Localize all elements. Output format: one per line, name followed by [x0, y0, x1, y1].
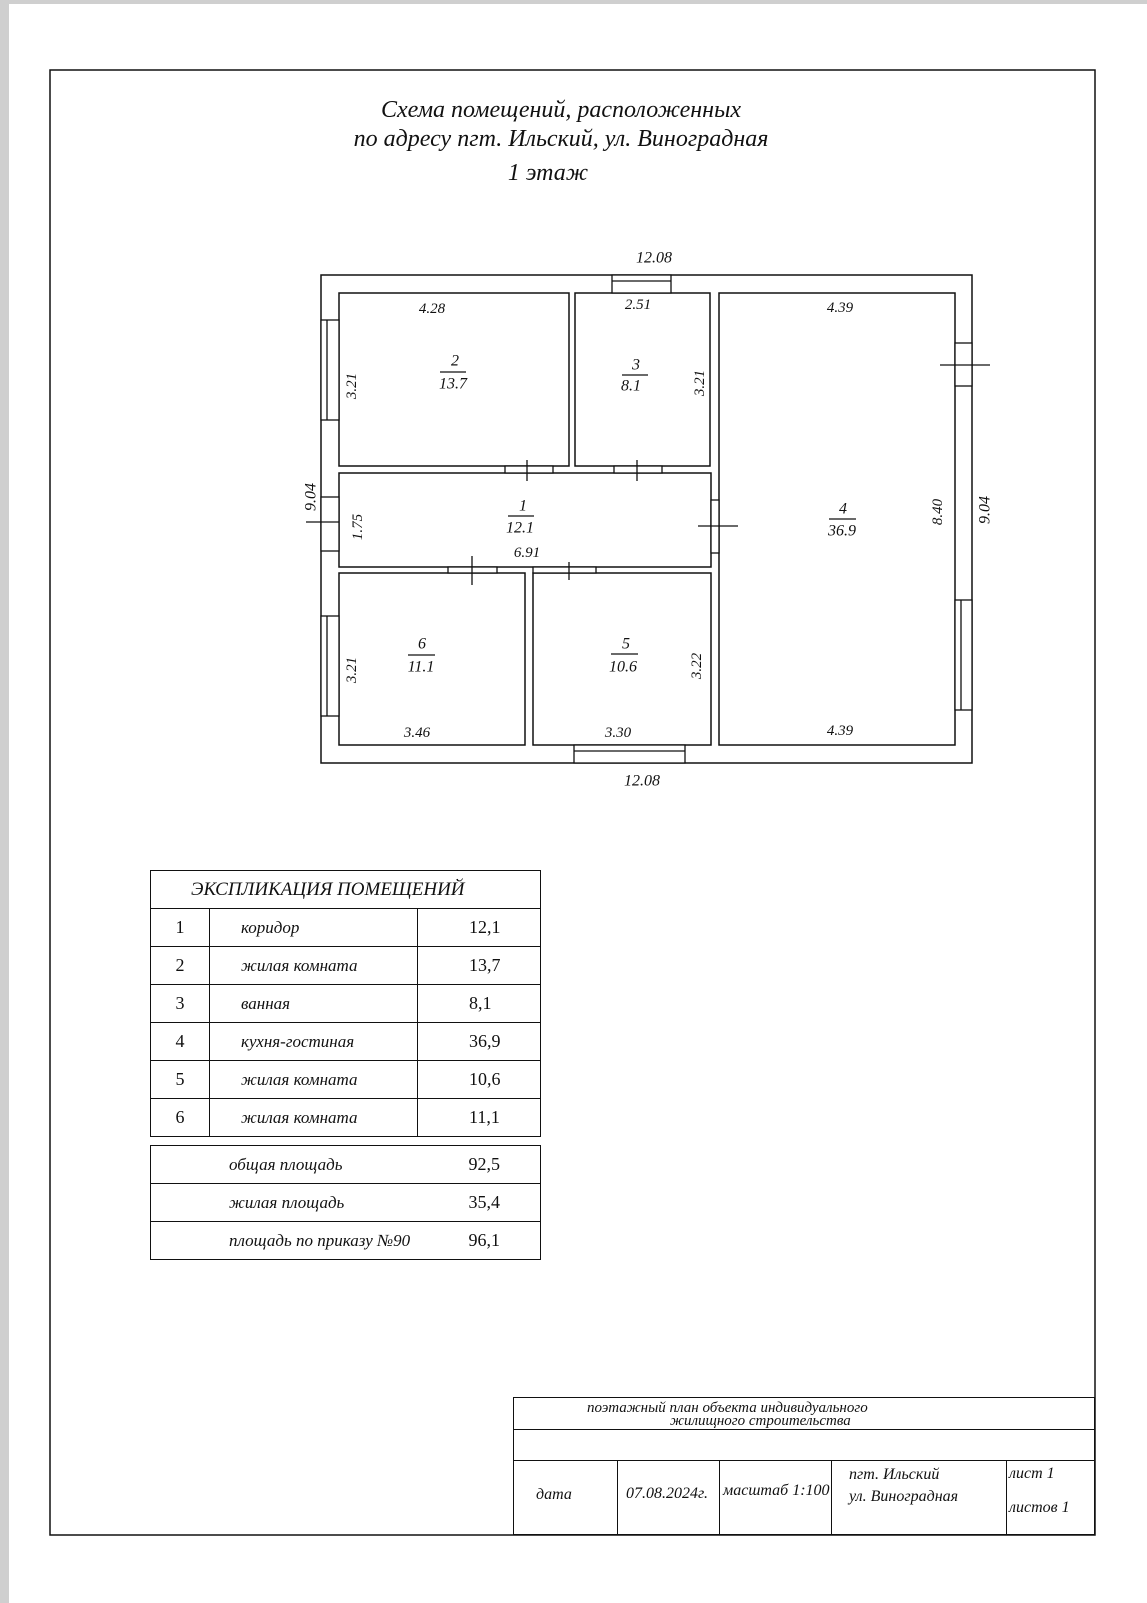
explication-title: ЭКСПЛИКАЦИЯ ПОМЕЩЕНИЙ — [151, 871, 541, 909]
window-frame — [321, 320, 339, 420]
room-area-cell: 8,1 — [418, 985, 541, 1023]
door-opening — [614, 466, 662, 473]
date-value: 07.08.2024г. — [626, 1485, 709, 1502]
room-name-cell: жилая комната — [210, 947, 418, 985]
room-area-cell: 36,9 — [418, 1023, 541, 1061]
area-totals-table — [150, 1145, 541, 1260]
door-opening — [505, 466, 553, 473]
room-4-width-bottom-label: 4.39 — [826, 723, 854, 739]
room-area: 8.1 — [621, 377, 641, 395]
room-number: 1 — [519, 497, 527, 515]
address-line-2: ул. Виноградная — [849, 1488, 959, 1505]
total-row — [151, 1184, 541, 1222]
door-opening — [321, 497, 339, 551]
room-5-label — [609, 636, 638, 676]
date-label: дата — [536, 1486, 572, 1503]
door-opening — [533, 567, 596, 573]
title-block — [513, 1397, 1095, 1535]
window-room-2 — [321, 320, 339, 420]
window-room-6 — [321, 616, 339, 716]
room-number-cell: 3 — [151, 985, 210, 1023]
title-block-divider — [719, 1460, 720, 1534]
title-block-divider — [831, 1460, 832, 1534]
room-1-depth-label: 1.75 — [350, 513, 366, 541]
room-area: 36.9 — [828, 522, 856, 540]
explication-row — [151, 909, 541, 947]
entrance-door-right — [940, 343, 990, 386]
explication-table — [150, 870, 541, 1137]
total-row — [151, 1222, 541, 1260]
room-number-cell: 1 — [151, 909, 210, 947]
total-value: 92,5 — [418, 1146, 541, 1184]
door-corridor-room-6 — [448, 556, 497, 585]
room-area-cell: 13,7 — [418, 947, 541, 985]
room-5-depth-label: 3.22 — [689, 652, 705, 680]
room-number: 3 — [632, 356, 640, 374]
outer-wall — [321, 275, 972, 763]
explication-row — [151, 1023, 541, 1061]
room-number: 5 — [622, 635, 630, 653]
room-name-cell: коридор — [210, 909, 418, 947]
window-frame — [574, 745, 685, 763]
door-room-3-corridor — [614, 460, 662, 481]
sheet-number: лист 1 — [1009, 1465, 1055, 1482]
window-room-5 — [574, 745, 685, 763]
address-line-1: пгт. Ильский — [849, 1466, 940, 1483]
sheet-title — [354, 97, 769, 186]
title-line-2: по адресу пгт. Ильский, ул. Виноградная — [353, 126, 769, 152]
window-room-4 — [955, 600, 972, 710]
title-line-3: 1 этаж — [507, 160, 589, 186]
room-3-label — [621, 357, 648, 395]
door-corridor-room-4 — [698, 500, 738, 553]
overall-depth-left-label: 9.04 — [302, 483, 320, 511]
drawing-description-line-2: жилищного строительства — [670, 1413, 851, 1429]
total-value: 96,1 — [418, 1222, 541, 1260]
title-block-divider — [1006, 1460, 1007, 1534]
room-area-cell: 12,1 — [418, 909, 541, 947]
room-name-cell: ванная — [210, 985, 418, 1023]
drawing-description-line-1: поэтажный план объекта индивидуального — [587, 1400, 868, 1416]
room-number-cell: 2 — [151, 947, 210, 985]
explication-row — [151, 1099, 541, 1137]
window-frame — [321, 616, 339, 716]
room-number-cell: 4 — [151, 1023, 210, 1061]
room-3-width-label: 2.51 — [624, 297, 652, 313]
explication-row — [151, 1061, 541, 1099]
room-6-label — [408, 636, 435, 676]
room-name-cell: жилая комната — [210, 1099, 418, 1137]
overall-width-bottom-label: 12.08 — [624, 772, 660, 790]
window-frame — [612, 275, 671, 293]
room-5-width-label: 3.30 — [604, 725, 632, 741]
room-3-outline — [575, 293, 710, 466]
room-2-label — [439, 353, 468, 393]
total-value: 35,4 — [418, 1184, 541, 1222]
door-corridor-room-5 — [533, 562, 596, 580]
room-6-depth-label: 3.21 — [344, 656, 360, 684]
sheets-total: листов 1 — [1009, 1499, 1070, 1516]
room-number: 6 — [418, 635, 426, 653]
title-block-divider — [514, 1460, 1094, 1461]
room-2-depth-label: 3.21 — [344, 372, 360, 400]
title-block-divider — [617, 1460, 618, 1534]
overall-depth-right-label: 9.04 — [976, 496, 994, 524]
overall-width-top-label: 12.08 — [636, 249, 672, 267]
room-2-width-label: 4.28 — [418, 301, 446, 317]
room-area: 10.6 — [609, 658, 637, 676]
floor-plan — [303, 250, 994, 790]
scale-label: масштаб 1:100 — [723, 1482, 830, 1499]
room-number-cell: 6 — [151, 1099, 210, 1137]
room-number-cell: 5 — [151, 1061, 210, 1099]
explication-header-row — [151, 871, 541, 909]
room-name-cell: кухня-гостиная — [210, 1023, 418, 1061]
title-line-1: Схема помещений, расположенных — [381, 97, 741, 123]
room-1-length-label: 6.91 — [513, 545, 541, 561]
title-block-divider — [514, 1429, 1094, 1430]
window-top — [612, 275, 671, 293]
sheet-frame — [50, 70, 1095, 1535]
room-area: 12.1 — [506, 519, 534, 537]
room-4-label — [827, 501, 856, 540]
room-3-depth-label: 3.21 — [692, 369, 708, 397]
window-frame — [955, 600, 972, 710]
room-area-cell: 10,6 — [418, 1061, 541, 1099]
room-number: 2 — [451, 352, 459, 370]
room-area: 11.1 — [407, 658, 435, 676]
door-room-2-corridor — [505, 460, 553, 481]
total-label: площадь по приказу №90 — [151, 1222, 418, 1260]
room-6-width-label: 3.46 — [403, 725, 431, 741]
room-area: 13.7 — [439, 375, 467, 393]
room-number: 4 — [839, 500, 847, 518]
room-area-cell: 11,1 — [418, 1099, 541, 1137]
room-1-label — [506, 498, 534, 537]
total-row — [151, 1146, 541, 1184]
explication-row — [151, 985, 541, 1023]
room-4-depth-label: 8.40 — [930, 498, 946, 526]
explication-row — [151, 947, 541, 985]
total-label: общая площадь — [151, 1146, 418, 1184]
total-label: жилая площадь — [151, 1184, 418, 1222]
room-name-cell: жилая комната — [210, 1061, 418, 1099]
room-4-width-top-label: 4.39 — [826, 300, 854, 316]
